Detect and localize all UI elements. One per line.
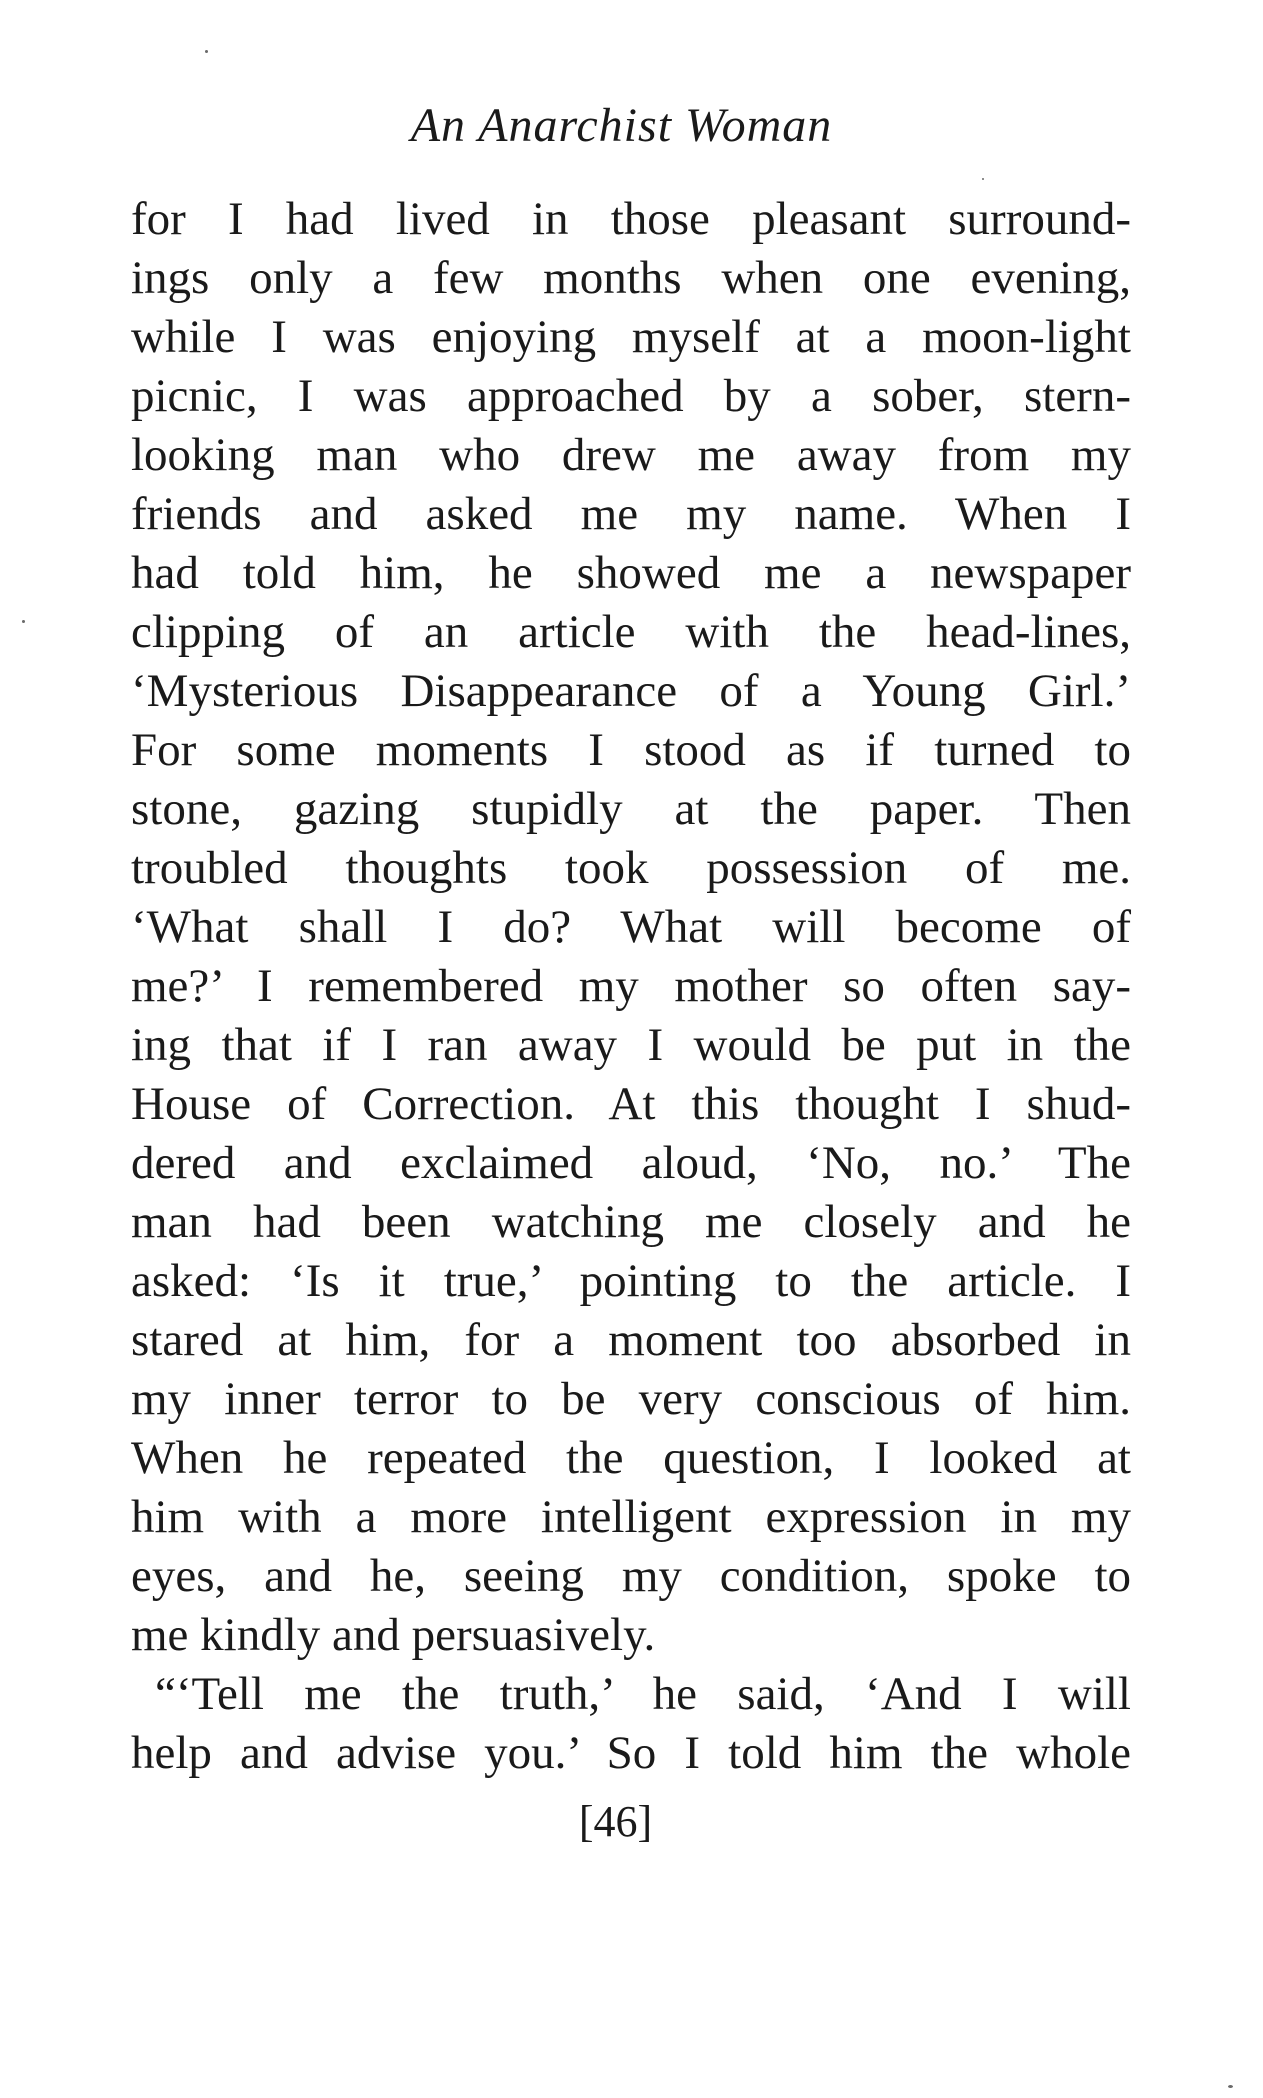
text-line: stared at him, for a moment too absorbed in [131, 1314, 1131, 1366]
text-line: had told him, he showed me a newspaper [131, 547, 1131, 599]
text-line: clipping of an article with the head-lines, [131, 606, 1131, 658]
body-text [131, 190, 1131, 1783]
running-title: An Anarchist Woman [410, 99, 833, 152]
text-line: ‘What shall I do? What will become of [131, 901, 1131, 953]
text-line: For some moments I stood as if turned to [131, 724, 1131, 776]
text-line: looking man who drew me away from my [131, 429, 1131, 481]
text-line: eyes, and he, seeing my condition, spoke to [131, 1550, 1131, 1602]
text-line: ‘Mysterious Disappearance of a Young Girl.’ [131, 665, 1131, 717]
page-number: [46] [578, 1797, 653, 1846]
text-line: ings only a few months when one evening, [131, 252, 1131, 304]
text-line: When he repeated the question, I looked at [131, 1432, 1131, 1484]
paragraph-start-line: “‘Tell me the truth,’ he said, ‘And I will [155, 1668, 1131, 1720]
text-line: stone, gazing stupidly at the paper. Then [131, 783, 1131, 835]
scan-speck [1228, 2085, 1233, 2088]
text-line: asked: ‘Is it true,’ pointing to the article. I [131, 1255, 1131, 1307]
text-line: me?’ I remembered my mother so often say- [131, 960, 1131, 1012]
paragraph-end-line: me kindly and persuasively. [131, 1609, 656, 1661]
text-line: him with a more intelligent expression in my [131, 1491, 1131, 1543]
scan-speck [982, 178, 984, 180]
text-line: for I had lived in those pleasant surround- [131, 193, 1131, 245]
text-line: my inner terror to be very conscious of him. [131, 1373, 1131, 1425]
text-line: help and advise you.’ So I told him the whole [131, 1727, 1131, 1779]
text-line: dered and exclaimed aloud, ‘No, no.’ The [131, 1137, 1131, 1189]
scan-speck [205, 50, 208, 53]
text-line: troubled thoughts took possession of me. [131, 842, 1131, 894]
scan-speck [22, 620, 25, 623]
text-line: while I was enjoying myself at a moon-light [131, 311, 1131, 363]
text-line: friends and asked me my name. When I [131, 488, 1131, 540]
text-line: ing that if I ran away I would be put in the [131, 1019, 1131, 1071]
text-line: picnic, I was approached by a sober, stern- [131, 370, 1131, 422]
text-line: House of Correction. At this thought I shud- [131, 1078, 1131, 1130]
text-line: man had been watching me closely and he [131, 1196, 1131, 1248]
